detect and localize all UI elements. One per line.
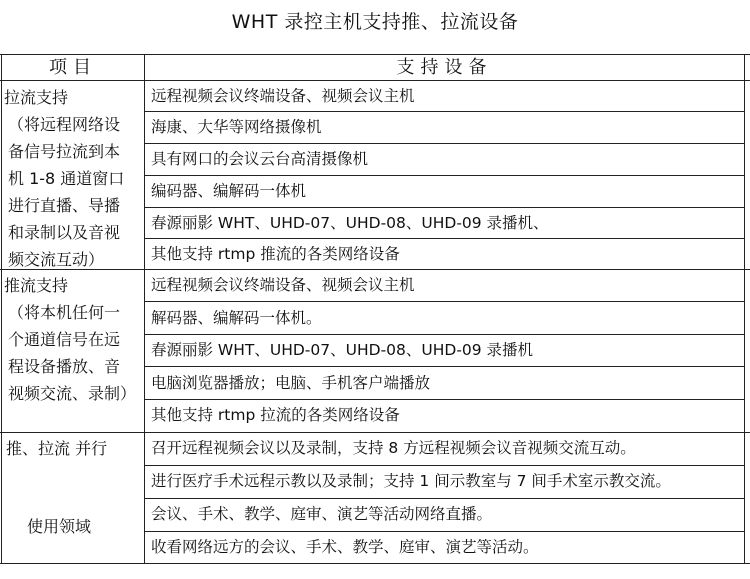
table-cell-item: 召开远程视频会议以及录制，支持 8 方远程视频会议音视频交流互动。: [151, 439, 636, 457]
table-cell-item: 电脑浏览器播放；电脑、手机客户端播放: [151, 374, 431, 392]
header-item: 项目: [49, 57, 97, 78]
section-label-line: （将本机任何一: [8, 303, 121, 322]
table-right-border: [744, 54, 745, 564]
section-usage-label: 使用领域: [27, 517, 92, 536]
row-divider: [144, 366, 745, 367]
section-label-line: 备信号拉流到本: [8, 142, 121, 161]
section-label-line: 推流支持: [4, 276, 69, 295]
table-cell-item: 收看网络远方的会议、手术、教学、庭审、演艺等活动。: [151, 538, 539, 556]
table-cell-item: 春源丽影 WHT、UHD-07、UHD-08、UHD-09 录播机、: [151, 214, 549, 232]
section-label-line: 机 1-8 通道窗口: [8, 169, 125, 188]
section-parallel-label: 推、拉流 并行: [6, 439, 108, 458]
table-left-border: [1, 54, 2, 564]
section-label-line: 拉流支持: [4, 88, 69, 107]
table-cell-item: 编码器、编解码一体机: [151, 182, 307, 200]
section-label-line: 和录制以及音视: [8, 223, 121, 242]
table-cell-item: 具有网口的会议云台高清摄像机: [151, 150, 369, 168]
table-cell-item: 解码器、编解码一体机。: [151, 309, 322, 327]
section-push-label: [4, 272, 144, 407]
row-divider: [144, 301, 745, 302]
table-cell-item: 春源丽影 WHT、UHD-07、UHD-08、UHD-09 录播机: [151, 341, 534, 359]
table-bottom-border: [0, 563, 750, 564]
table-cell-item: 远程视频会议终端设备、视频会议主机: [151, 87, 415, 105]
table-cell-item: 会议、手术、教学、庭审、演艺等活动网络直播。: [151, 505, 493, 523]
header-supported-devices: 支持设备: [396, 57, 493, 78]
table-cell-item: 进行医疗手术远程示教以及录制；支持 1 间示教室与 7 间手术室示教交流。: [151, 472, 671, 490]
table-cell-item: 其他支持 rtmp 拉流的各类网络设备: [151, 406, 400, 424]
section-label-line: 个通道信号在远: [8, 330, 121, 349]
section-label-line: （将远程网络设: [8, 115, 121, 134]
table-cell-item: 海康、大华等网络摄像机: [151, 118, 322, 136]
table-cell-item: 远程视频会议终端设备、视频会议主机: [151, 276, 415, 294]
section-label-line: 程设备播放、音: [8, 357, 121, 376]
section-pull-label: [4, 84, 144, 273]
table-cell-item: 其他支持 rtmp 推流的各类网络设备: [151, 245, 400, 263]
section-label-line: 频交流互动）: [8, 250, 105, 269]
section-label-line: 视频交流、录制）: [8, 384, 137, 403]
column-divider: [144, 54, 145, 564]
section-label-line: 进行直播、导播: [8, 196, 121, 215]
page-title: WHT 录控主机支持推、拉流设备: [231, 11, 519, 33]
